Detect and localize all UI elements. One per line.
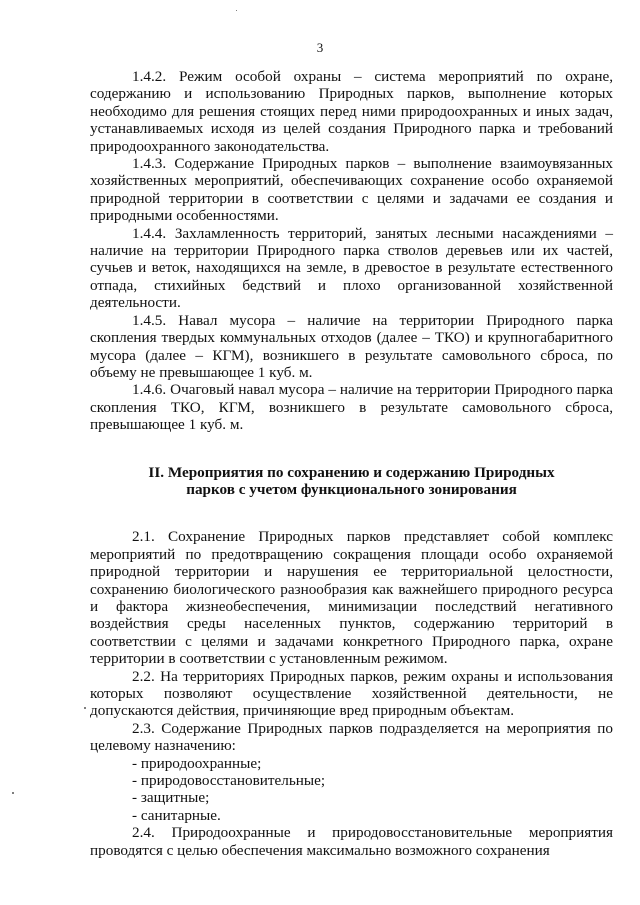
paragraph-2-1: 2.1. Сохранение Природных парков представляет собой комплекс мероприятий по предотвращению сокращения площади особо охраняемой природной территории и нарушения ее территориальной целостности, сохранению биологического разнообразия как важнейшего природного ресурса и фактора жизнеобеспечения, минимизации последствий негативного воздействия среды населенных пунктов, содержанию территорий в соответствии с целями и задачами конкретного Природного парка, охране территории в соответствии с установленным режимом. <box>90 528 613 668</box>
page-number: 3 <box>316 40 324 55</box>
paragraph-2-4: 2.4. Природоохранные и природовосстановительные мероприятия проводятся с целью обеспечения максимально возможного сохранения <box>90 824 613 859</box>
paragraph-1-4-3: 1.4.3. Содержание Природных парков – выполнение взаимоувязанных хозяйственных мероприятий, обеспечивающих сохранение особо охраняемой природной территории в соответствии с целями и задачами ее создания и природными особенностями. <box>90 155 613 225</box>
paragraph-1-4-2: 1.4.2. Режим особой охраны – система мероприятий по охране, содержанию и использованию Природных парков, выполнение которых необходимо для решения стоящих перед ними природоохранных и иных задач, устанавливаемых исходя из целей создания Природного парка и требований природоохранного законодательства. <box>90 68 613 155</box>
list-item: - природоохранные; <box>132 754 262 772</box>
section-heading-line-1: II. Мероприятия по сохранению и содержанию Природных <box>148 463 555 481</box>
list-item: - природовосстановительные; <box>132 772 326 790</box>
section-heading <box>90 464 613 499</box>
list-item: - защитные; <box>132 789 210 807</box>
list-item: - санитарные. <box>132 806 221 824</box>
scan-speck <box>84 707 86 709</box>
scan-speck <box>236 10 237 11</box>
section-heading-line-2: парков с учетом функционального зонирования <box>186 480 517 498</box>
paragraph-1-4-6: 1.4.6. Очаговый навал мусора – наличие на территории Природного парка скопления ТКО, КГМ, возникшего в результате самовольного сброса, превышающее 1 куб. м. <box>90 381 613 434</box>
paragraph-1-4-5: 1.4.5. Навал мусора – наличие на территории Природного парка скопления твердых коммунальных отходов (далее – ТКО) и крупногабаритного мусора (далее – КГМ), возникшего в результате самовольного сброса, по объему не превышающее 1 куб. м. <box>90 311 613 381</box>
paragraph-2-2: 2.2. На территориях Природных парков, режим охраны и использования которых позволяют осуществление хозяйственной деятельности, не допускаются действия, причиняющие вред природным объектам. <box>90 667 613 720</box>
paragraph-1-4-4: 1.4.4. Захламленность территорий, занятых лесными насаждениями – наличие на территории Природного парка стволов деревьев или их частей, сучьев и веток, находящихся на земле, в древостое в результате естественного отпада, стихийных бедствий и плохо организованной хозяйственной деятельности. <box>90 224 613 312</box>
paragraph-2-3: 2.3. Содержание Природных парков подразделяется на мероприятия по целевому назначению: <box>90 719 613 755</box>
scan-speck <box>12 792 14 794</box>
document-body <box>90 68 613 859</box>
purpose-list <box>90 755 613 825</box>
